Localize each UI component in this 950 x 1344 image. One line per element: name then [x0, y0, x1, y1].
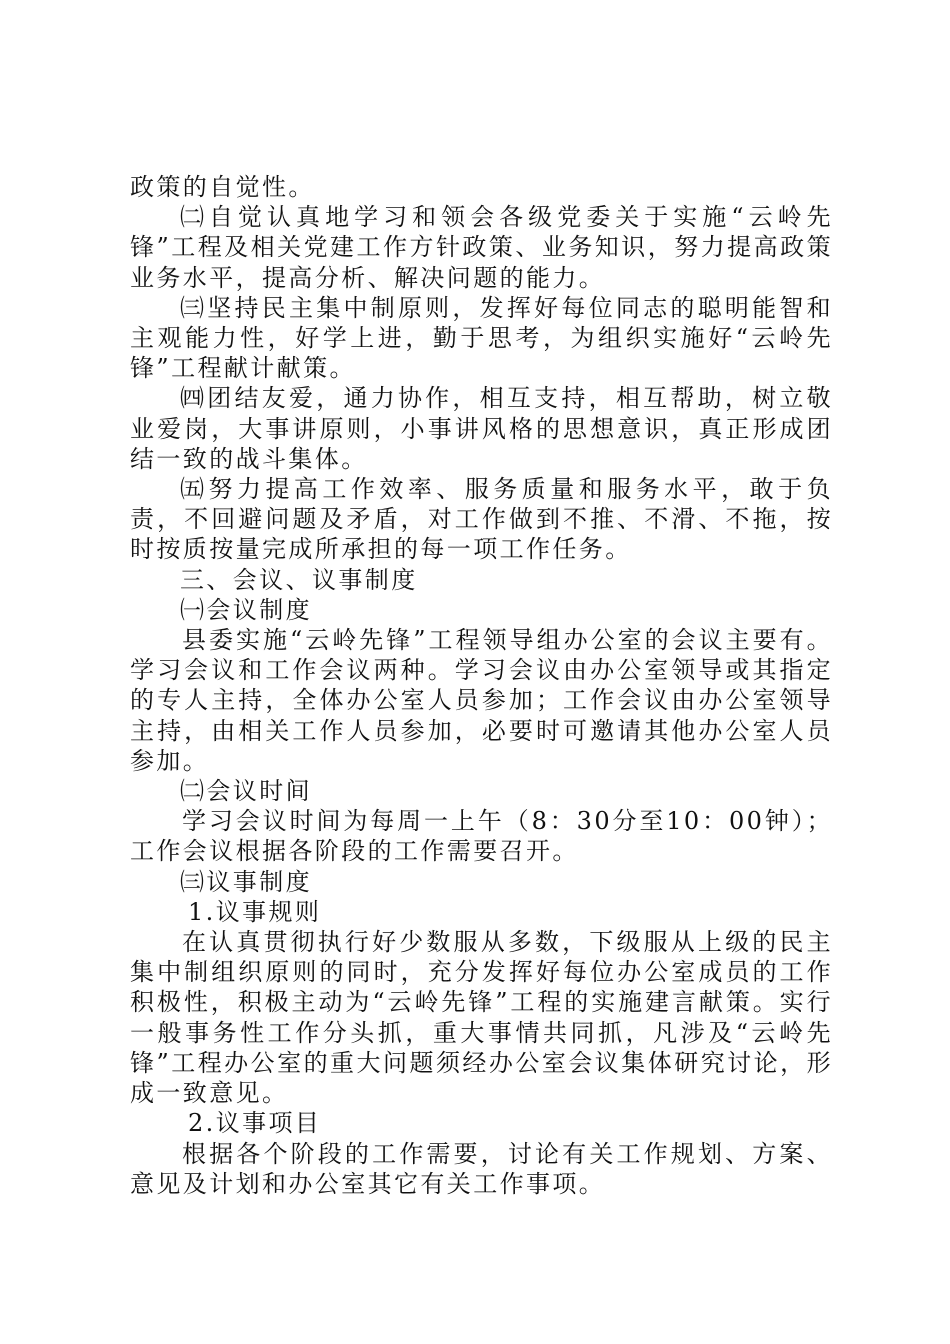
- paragraph-item-3: ㈢坚持民主集中制原则，发挥好每位同志的聪明能智和主观能力性，好学上进，勤于思考，为组织实施好“云岭先锋”工程献计献策。: [130, 293, 833, 383]
- paragraph-deliberation-items: 根据各个阶段的工作需要，讨论有关工作规划、方案、意见及计划和办公室其它有关工作事项。: [130, 1139, 833, 1198]
- paragraph-item-5: ㈤努力提高工作效率、服务质量和服务水平，敢于负责，不回避问题及矛盾，对工作做到不推、不滑、不拖，按时按质按量完成所承担的每一项工作任务。: [130, 475, 833, 564]
- subheading-meeting-system: ㈠会议制度: [180, 595, 312, 624]
- section-heading-meetings: 三、会议、议事制度: [180, 565, 418, 594]
- subheading-deliberation-rules: 1.议事规则: [188, 897, 322, 926]
- subheading-deliberation-system: ㈢议事制度: [180, 867, 312, 896]
- paragraph-meeting-time: 学习会议时间为每周一上午（8：30分至10：00钟）；工作会议根据各阶段的工作需要召开。: [130, 807, 833, 866]
- paragraph-meeting-system: 县委实施“云岭先锋”工程领导组办公室的会议主要有。学习会议和工作会议两种。学习会议由办公室领导或其指定的专人主持，全体办公室人员参加；工作会议由办公室领导主持，由相关工作人员参加，必要时可邀请其他办公室人员参加。: [130, 626, 833, 775]
- paragraph-continuation: 政策的自觉性。: [130, 173, 315, 201]
- subheading-meeting-time: ㈡会议时间: [180, 777, 312, 806]
- paragraph-item-2: ㈡自觉认真地学习和领会各级党委关于实施“云岭先锋”工程及相关党建工作方针政策、业务知识，努力提高政策业务水平，提高分析、解决问题的能力。: [130, 203, 833, 292]
- paragraph-deliberation-rules: 在认真贯彻执行好少数服从多数，下级服从上级的民主集中制组织原则的同时，充分发挥好每位办公室成员的工作积极性，积极主动为“云岭先锋”工程的实施建言献策。实行一般事务性工作分头抓，重大事情共同抓，凡涉及“云岭先锋”工程办公室的重大问题须经办公室会议集体研究讨论，形成一致意见。: [130, 928, 833, 1108]
- paragraph-item-4: ㈣团结友爱，通力协作，相互支持，相互帮助，树立敬业爱岗，大事讲原则，小事讲风格的思想意识，真正形成团结一致的战斗集体。: [130, 384, 833, 473]
- document-body: [130, 172, 833, 1199]
- subheading-deliberation-items: 2.议事项目: [188, 1109, 322, 1138]
